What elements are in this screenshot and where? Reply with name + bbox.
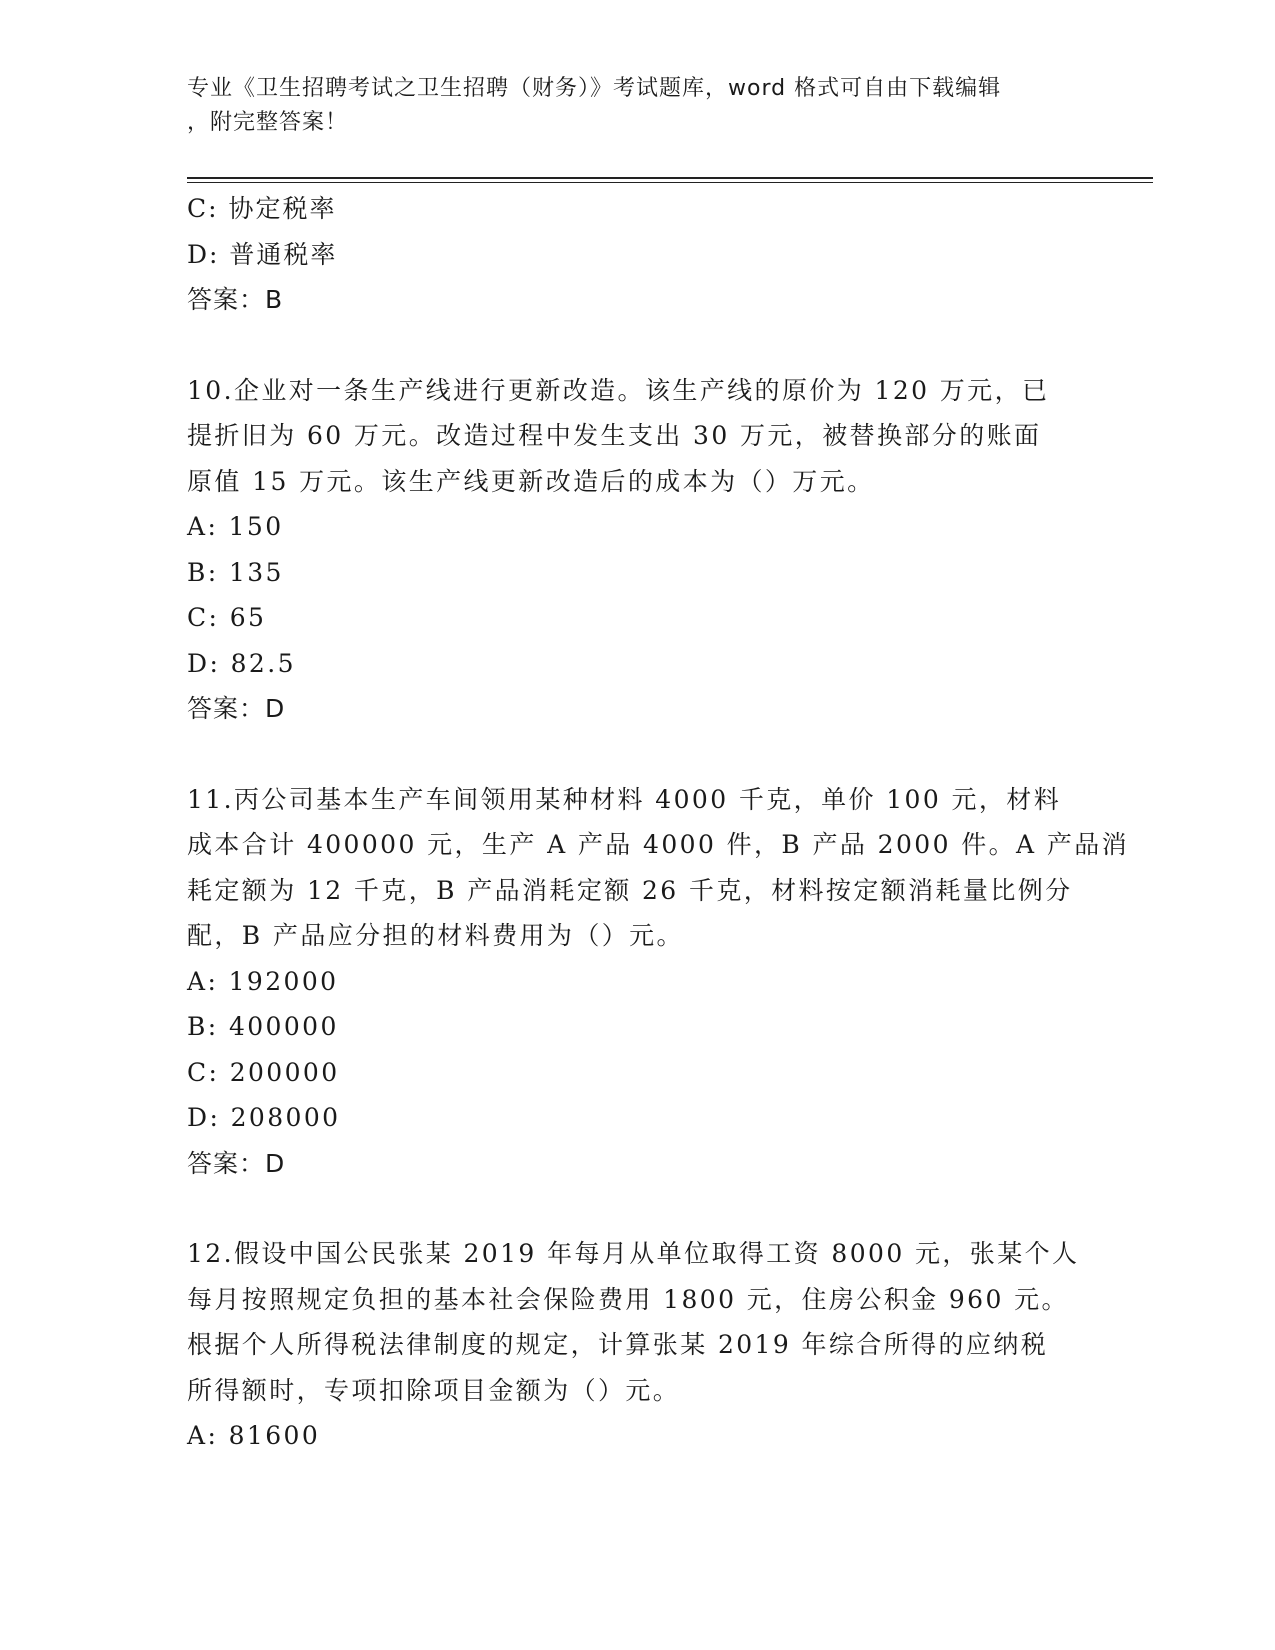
option-c: C: 协定税率 [187, 194, 337, 223]
header-line-2: ，附完整答案！ [187, 110, 349, 135]
question-text-line: 成本合计 400000 元，生产 A 产品 4000 件，B 产品 2000 件。A 产品消 [187, 830, 1130, 859]
option-d: D: 208000 [187, 1103, 341, 1132]
option-b: B: 400000 [187, 1012, 339, 1041]
question-10 [187, 368, 1087, 732]
question-text-line: 所得额时，专项扣除项目金额为（）元。 [187, 1375, 681, 1405]
option-a: A: 150 [187, 512, 284, 541]
question-text-line: 11.丙公司基本生产车间领用某种材料 4000 千克，单价 100 元，材料 [187, 784, 1062, 814]
question-text-line: 提折旧为 60 万元。改造过程中发生支出 30 万元，被替换部分的账面 [187, 421, 1042, 450]
option-d: D: 普通税率 [187, 239, 338, 269]
document-header [187, 72, 1067, 140]
option-a: A: 81600 [187, 1421, 321, 1450]
question-text-line: 根据个人所得税法律制度的规定，计算张某 2019 年综合所得的应纳税 [187, 1330, 1049, 1359]
option-a: A: 192000 [187, 966, 339, 996]
question-12 [187, 1231, 1087, 1459]
option-d: D: 82.5 [187, 648, 296, 678]
question-text-line: 耗定额为 12 千克，B 产品消耗定额 26 千克，材料按定额消耗量比例分 [187, 875, 1073, 905]
option-c: C: 200000 [187, 1057, 340, 1087]
question-text-line: 配，B 产品应分担的材料费用为（）元。 [187, 921, 684, 950]
answer: 答案：D [187, 1148, 286, 1178]
question-text-line: 原值 15 万元。该生产线更新改造后的成本为（）万元。 [187, 466, 875, 496]
header-rule-thick [187, 177, 1153, 179]
question-text-line: 10.企业对一条生产线进行更新改造。该生产线的原价为 120 万元，已 [187, 375, 1050, 405]
question-9-tail [187, 186, 1087, 323]
question-text-line: 12.假设中国公民张某 2019 年每月从单位取得工资 8000 元，张某个人 [187, 1239, 1080, 1268]
option-c: C: 65 [187, 603, 267, 632]
option-b: B: 135 [187, 557, 284, 587]
question-text-line: 每月按照规定负担的基本社会保险费用 1800 元，住房公积金 960 元。 [187, 1284, 1069, 1314]
question-11 [187, 777, 1130, 1187]
answer: 答案：D [187, 694, 286, 723]
header-line-1: 专业《卫生招聘考试之卫生招聘（财务）》考试题库，word 格式可自由下载编辑 [187, 76, 1002, 101]
header-rule-thin [187, 182, 1153, 183]
answer: 答案：B [187, 285, 284, 314]
document-body [187, 186, 1130, 1459]
